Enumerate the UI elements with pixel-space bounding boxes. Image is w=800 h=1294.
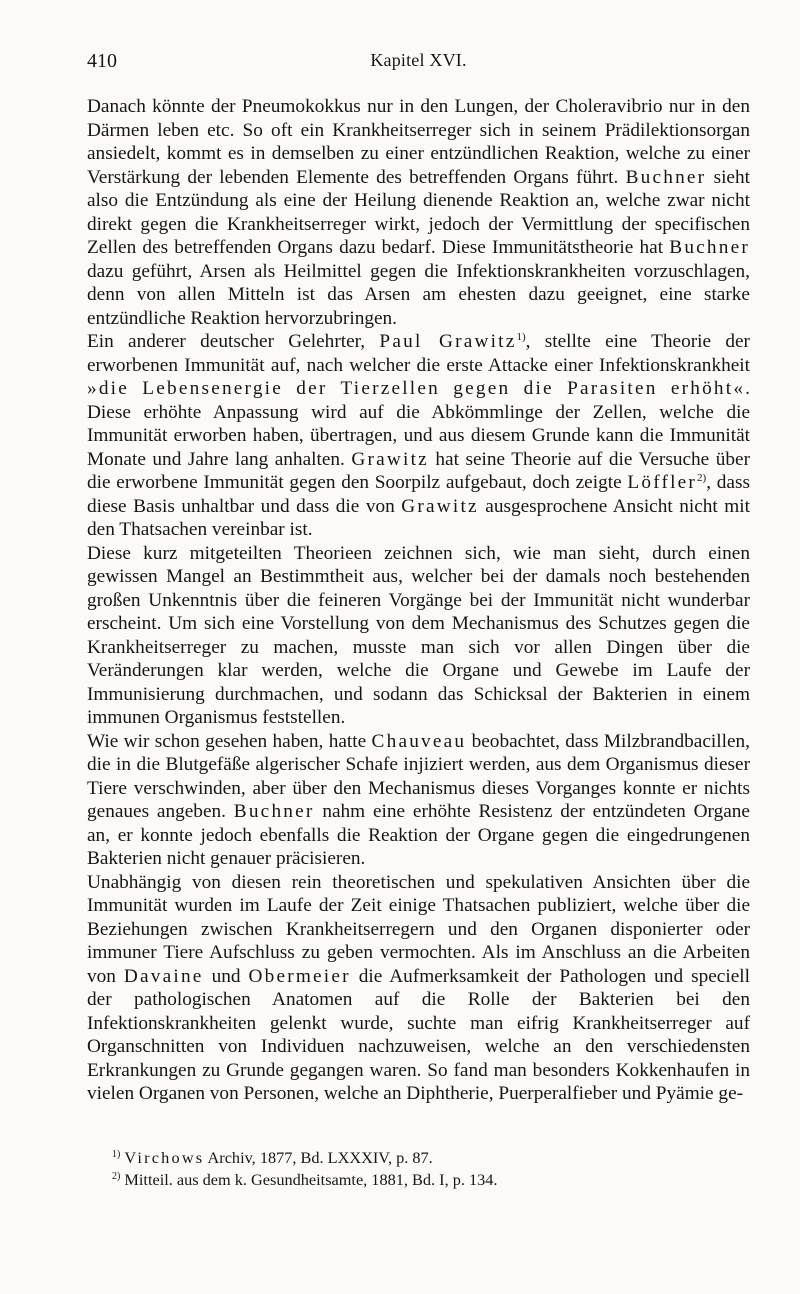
paragraph-4 [87, 730, 750, 871]
author-name: Obermeier [248, 965, 351, 987]
body-text [87, 95, 750, 1106]
author-name: Chauveau [371, 730, 467, 752]
text-run: Danach könnte der Pneumokokkus nur in den Lungen, der Choleravibrio nur in den Därmen leben etc. So oft ein Krankheitserreger sich in seinem Prädilektionsorgan ansiedelt, kommt es in demselben zu einer entzündlichen Reaktion, welche zu einer Verstärkung der lebenden Elemente des betreffenden Organs führt. [87, 96, 750, 188]
author-name: Grawitz [401, 495, 479, 517]
paragraph-3 [87, 542, 750, 730]
text-run: Ein anderer deutscher Gelehrter, [87, 331, 366, 352]
running-head: Kapitel XVI. [370, 50, 467, 70]
text-run: hat seine Theorie auf die Versuche über die erworbene Immunität gegen den Soorpilz aufgebaut, doch zeigte [87, 448, 750, 493]
text-run: und [211, 965, 241, 987]
author-name: Buchner [625, 166, 707, 188]
text-run: Diese kurz mitgeteilten Theorieen zeichnen sich, wie man sieht, durch einen gewissen Mangel an Bestimmtheit aus, welcher bei der damals noch bestehenden großen Unkenntnis über die feineren Vorgänge bei der Immunität nicht wunderbar erscheint. Um sich eine Vorstellung von dem Mechanismus des Schutzes gegen die Krankheitserreger zu machen, musste man sich vor allen Dingen über die Veränderungen klar werden, welche die Organe und Gewebe im Laufe der Immunisierung durchmachen, und sodann das Schicksal der Bakterien in einem immunen Organismus feststellen. [87, 542, 750, 728]
text-run: . Diese erhöhte Anpassung wird auf die Abkömmlinge der Zellen, welche die Immunität erworben haben, übertragen, und aus diesem Grunde kann die Immunität Monate und Jahre lang anhalten. [87, 378, 750, 470]
page-number: 410 [87, 50, 117, 72]
author-name: Löffler [627, 472, 698, 493]
footnotes [112, 1147, 752, 1191]
text-run: sieht also die Entzündung als eine der Heilung dienende Reaktion an, welche zwar nicht direkt gegen die Krankheitserreger wirkt, jedoch der Vermittlung der specifischen Zellen des betreffenden Organs dazu bedarf. Diese Immunitätstheorie hat [87, 166, 750, 258]
text-run: , dass diese Basis unhaltbar und dass die von [87, 472, 750, 517]
text-run: ausgesprochene Ansicht nicht mit den Thatsachen vereinbar ist. [87, 495, 750, 540]
text-run: Wie wir schon gesehen haben, hatte [87, 730, 367, 752]
author-name: Grawitz [351, 448, 429, 470]
paragraph-1 [87, 95, 750, 330]
footnote-text: Mitteil. aus dem k. Gesundheitsamte, 1881, Bd. I, p. 134. [124, 1170, 498, 1189]
author-name: Buchner [669, 237, 750, 258]
paragraph-2 [87, 330, 750, 542]
paragraph-5 [87, 871, 750, 1106]
author-name: Virchows [124, 1148, 205, 1167]
text-run: dazu geführt, Arsen als Heilmittel gegen die Infektionskrankheiten vorzuschlagen, denn von allen Mitteln ist das Arsen am ehesten dazu geeignet, eine starke entzündliche Reaktion hervorzubringen. [87, 260, 750, 329]
footnote-mark: 2) [112, 1171, 121, 1182]
author-name: Paul Grawitz [379, 331, 517, 352]
footnote-text: Archiv, 1877, Bd. LXXXIV, p. 87. [207, 1148, 433, 1167]
text-run: die Aufmerksamkeit der Pathologen und speciell der pathologischen Anatomen auf die Rolle der Bakterien bei den Infektionskrankheiten gelenkt wurde, suchte man eifrig Krankheitserreger auf Organschnitten von Individuen nachzuweisen, welche an den verschiedensten Erkrankungen zu Grunde gegangen waren. So fand man besonders Kokkenhaufen in vielen Organen von Personen, welche an Diphtherie, Puerperalfieber und Pyämie ge- [87, 965, 750, 1104]
page-header [87, 50, 750, 80]
author-name: Davaine [123, 965, 204, 987]
footnote-1 [112, 1147, 752, 1169]
text-run: nahm eine erhöhte Resistenz der entzündeten Organe an, er konnte jedoch ebenfalls die Reaktion der Organe gegen die eingedrungenen Bakterien nicht genauer präcisieren. [87, 801, 750, 869]
footnote-mark: 1) [112, 1149, 121, 1160]
text-run: Unabhängig von diesen rein theoretischen und spekulativen Ansichten über die Immunität wurden im Laufe der Zeit einige Thatsachen publiziert, welche über die Beziehungen zwischen Krankheitserregern und den Organen disponierter oder immuner Tiere Aufschluss zu geben vermochten. Als im Anschluss an die Arbeiten von [87, 871, 750, 987]
footnote-2 [112, 1169, 752, 1191]
footnote-ref: 1) [516, 331, 526, 343]
author-name: Buchner [233, 801, 315, 822]
text-run: beobachtet, dass Milzbrandbacillen, die in die Blutgefäße algerischer Schafe injiziert werden, aus dem Organismus dieser Tiere verschwinden, aber über den Mechanismus dieses Vorganges konnte er nichts genaues angeben. [87, 730, 750, 822]
footnote-ref: 2) [697, 472, 707, 484]
emphasized-quote: »die Lebensenergie der Tierzellen gegen die Parasiten erhöht« [87, 378, 746, 399]
text-run: , stellte eine Theorie der erworbenen Immunität auf, nach welcher die erste Attacke einer Infektionskrankheit [87, 331, 750, 376]
